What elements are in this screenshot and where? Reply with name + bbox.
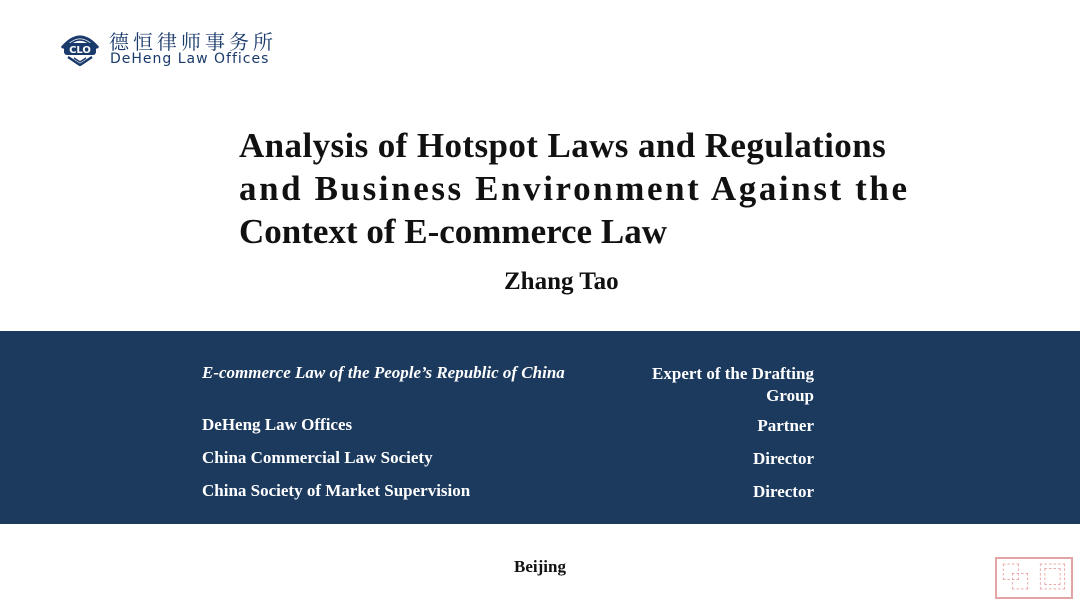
affiliation-organization: China Society of Market Supervision	[202, 481, 471, 500]
presentation-location: Beijing	[514, 557, 566, 576]
affiliation-role: Director	[752, 482, 814, 501]
affiliation-organization: China Commercial Law Society	[202, 448, 433, 467]
seal-glyph: ⿴	[1038, 561, 1067, 594]
firm-logo	[58, 26, 298, 70]
affiliation-organization: DeHeng Law Offices	[202, 415, 353, 434]
firm-emblem-icon	[58, 26, 102, 66]
firm-name-chinese: 德恒律师事务所	[109, 30, 277, 54]
title-line-1: Analysis of Hotspot Laws and Regulations	[239, 126, 887, 165]
seal-glyph: ⿻	[1001, 561, 1030, 594]
title-line-3: Context of E-commerce Law	[239, 212, 667, 251]
presentation-title	[239, 124, 939, 253]
affiliation-role: Director	[752, 449, 814, 468]
seal-stamp-icon	[995, 557, 1073, 599]
affiliations-band	[0, 331, 1080, 524]
emblem-text: CLO	[69, 45, 91, 56]
affiliation-role: Partner	[757, 416, 814, 435]
affiliation-role: Expert of the Drafting Group	[652, 364, 814, 405]
firm-name-english: DeHeng Law Offices	[110, 51, 270, 67]
affiliation-organization: E-commerce Law of the People’s Republic of China	[202, 363, 565, 382]
author-name: Zhang Tao	[504, 268, 619, 295]
title-line-2: and Business Environment Against the	[239, 169, 910, 208]
